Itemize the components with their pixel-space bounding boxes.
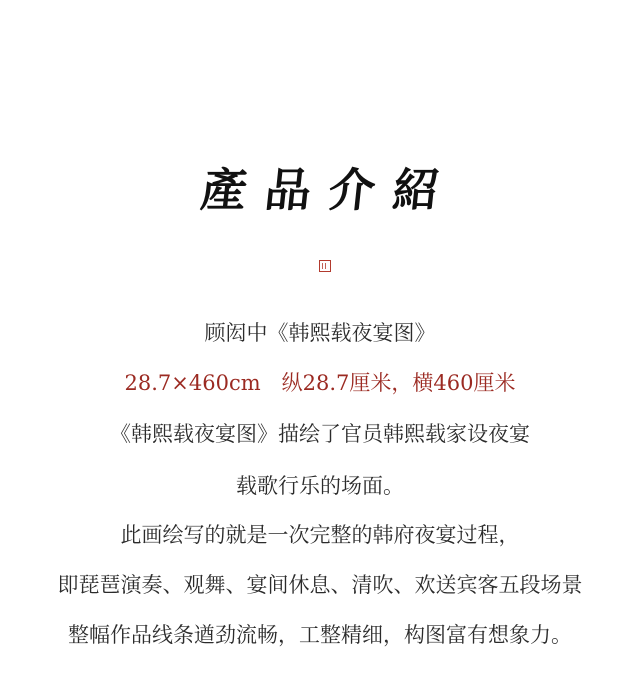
page-title: 產品介紹 [198, 163, 460, 217]
description-line: 整幅作品线条遒劲流畅，工整精细，构图富有想象力。 [68, 623, 572, 647]
artwork-name: 顾闳中《韩熙载夜宴图》 [204, 321, 436, 345]
description-line: 《韩熙载夜宴图》描绘了官员韩熙载家设夜宴 [110, 422, 530, 446]
artwork-dimensions: 28.7×460cm 纵28.7厘米，横460厘米 [124, 371, 516, 395]
seal-stamp-pattern [322, 263, 328, 269]
description-line: 此画绘写的就是一次完整的韩府夜宴过程， [120, 523, 520, 547]
seal-stamp-icon [319, 260, 331, 272]
description-line: 即琵琶演奏、观舞、宴间休息、清吹、欢送宾客五段场景 [57, 573, 583, 597]
description-line: 载歌行乐的场面。 [236, 474, 404, 498]
